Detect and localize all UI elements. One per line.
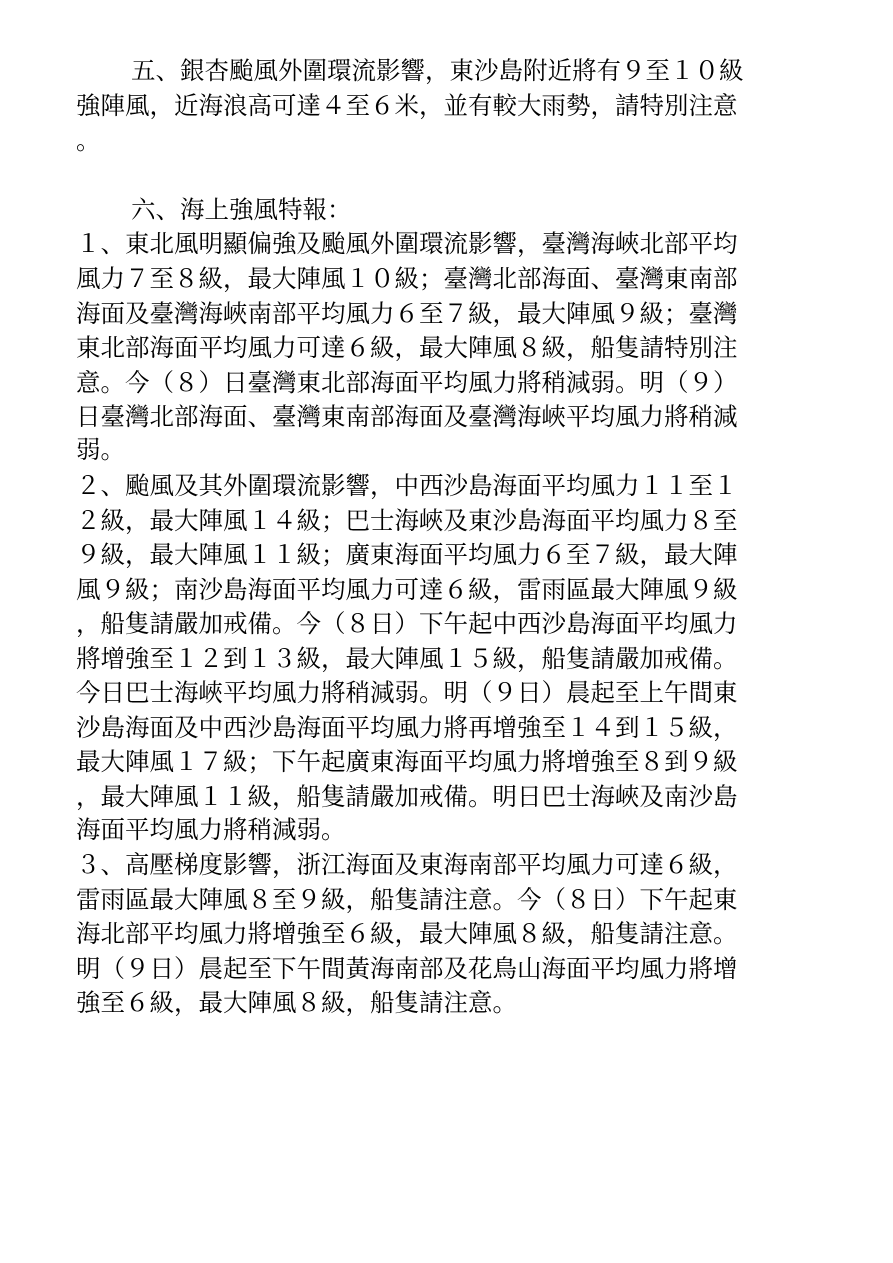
section5-line-3: 。 (76, 126, 101, 155)
item2-line-5: ，船隻請嚴加戒備。今（８日）下午起中西沙島海面平均風力 (76, 609, 738, 638)
item3-line-5: 強至６級，最大陣風８級，船隻請注意。 (76, 988, 517, 1017)
item3-line-4: 明（９日）晨起至下午間黃海南部及花鳥山海面平均風力將增 (76, 954, 738, 983)
item2-line-8: 沙島海面及中西沙島海面平均風力將再增強至１４到１５級， (76, 713, 738, 742)
section5-line-1: 五、銀杏颱風外圍環流影響，東沙島附近將有９至１０級 (131, 56, 744, 85)
item2-line-4: 風９級；南沙島海面平均風力可達６級，雷雨區最大陣風９級 (76, 575, 738, 604)
item1-line-6: 日臺灣北部海面、臺灣東南部海面及臺灣海峽平均風力將稍減 (76, 402, 738, 431)
section5-line-2: 強陣風，近海浪高可達４至６米，並有較大雨勢，請特別注意 (76, 91, 738, 120)
item2-line-7: 今日巴士海峽平均風力將稍減弱。明（９日）晨起至上午間東 (76, 678, 738, 707)
item2-line-9: 最大陣風１７級；下午起廣東海面平均風力將增強至８到９級 (76, 747, 738, 776)
item2-line-11: 海面平均風力將稍減弱。 (76, 815, 346, 844)
item1-line-3: 海面及臺灣海峽南部平均風力６至７級，最大陣風９級；臺灣 (76, 299, 738, 328)
item3-line-3: 海北部平均風力將增強至６級，最大陣風８級，船隻請注意。 (76, 919, 738, 948)
item2-line-1: ２、颱風及其外圍環流影響，中西沙島海面平均風力１１至１ (76, 471, 738, 500)
item1-line-5: 意。今（８）日臺灣東北部海面平均風力將稍減弱。明（９） (76, 368, 738, 397)
item2-line-10: ，最大陣風１１級，船隻請嚴加戒備。明日巴士海峽及南沙島 (76, 782, 738, 811)
item1-line-2: 風力７至８級，最大陣風１０級；臺灣北部海面、臺灣東南部 (76, 264, 738, 293)
section6-heading: 六、海上強風特報： (131, 195, 352, 224)
item3-line-2: 雷雨區最大陣風８至９級，船隻請注意。今（８日）下午起東 (76, 885, 738, 914)
item1-line-1: １、東北風明顯偏強及颱風外圍環流影響，臺灣海峽北部平均 (76, 229, 738, 258)
item2-line-2: ２級，最大陣風１４級；巴士海峽及東沙島海面平均風力８至 (76, 506, 738, 535)
item1-line-7: 弱。 (76, 435, 125, 464)
item2-line-6: 將增強至１２到１３級，最大陣風１５級，船隻請嚴加戒備。 (76, 644, 738, 673)
item3-line-1: ３、高壓梯度影響，浙江海面及東海南部平均風力可達６級， (76, 850, 738, 879)
item1-line-4: 東北部海面平均風力可達６級，最大陣風８級，船隻請特別注 (76, 333, 738, 362)
item2-line-3: ９級，最大陣風１１級；廣東海面平均風力６至７級，最大陣 (76, 540, 738, 569)
